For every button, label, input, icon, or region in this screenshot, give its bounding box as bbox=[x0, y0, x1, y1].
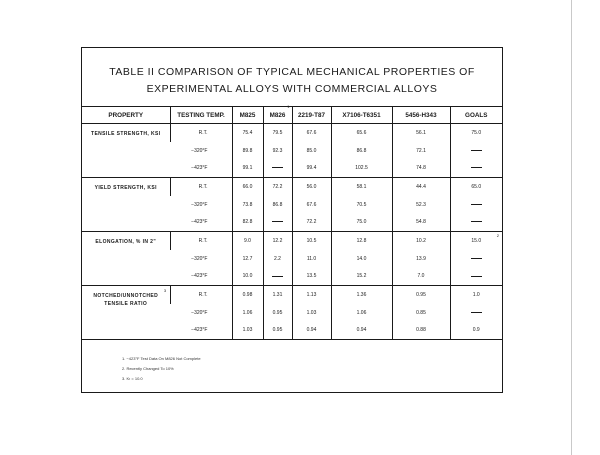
value-cell: 12.2 bbox=[263, 232, 292, 250]
property-line-2: TENSILE RATIO bbox=[104, 301, 148, 308]
dash-cell bbox=[450, 268, 502, 286]
value-cell: 12.8 bbox=[331, 232, 392, 250]
value-cell: 75.4 bbox=[232, 124, 263, 142]
dash-mark bbox=[272, 167, 283, 168]
value-cell: 0.95 bbox=[263, 322, 292, 340]
property-notched-ratio bbox=[82, 286, 170, 340]
temp-cell: −320°F bbox=[191, 201, 208, 208]
value-cell: 75.0 bbox=[450, 124, 502, 142]
dash-mark bbox=[471, 276, 482, 277]
value-cell: 66.0 bbox=[232, 178, 263, 196]
dash-mark bbox=[272, 221, 283, 222]
value-cell: 72.2 bbox=[263, 178, 292, 196]
title-line-2: EXPERIMENTAL ALLOYS WITH COMMERCIAL ALLOYS bbox=[146, 83, 438, 95]
header-m825: M825 bbox=[232, 107, 263, 124]
value-cell: 70.5 bbox=[331, 196, 392, 214]
value-cell: 14.0 bbox=[331, 250, 392, 268]
value-cell: 102.5 bbox=[331, 159, 392, 177]
temp-cell: R.T. bbox=[170, 286, 232, 304]
temp-cell: R.T. bbox=[170, 178, 232, 196]
value-cell: 10.2 bbox=[392, 232, 450, 250]
dash-mark bbox=[471, 221, 482, 222]
value-cell: 0.9 bbox=[450, 322, 502, 340]
property-line-1: NOTCHED/UNNOTCHED bbox=[93, 293, 159, 300]
dash-cell bbox=[263, 268, 292, 286]
footnote-marker: 1 bbox=[287, 104, 290, 109]
footnote-marker: 2 bbox=[496, 233, 499, 239]
header-2219-t87: 2219-T87 bbox=[292, 107, 331, 124]
value-cell: 1.06 bbox=[331, 304, 392, 322]
value-cell: 92.3 bbox=[263, 142, 292, 160]
dash-cell bbox=[450, 196, 502, 214]
value-cell: 9.0 bbox=[232, 232, 263, 250]
temp-cell: −320°F bbox=[191, 309, 208, 316]
dash-mark bbox=[471, 258, 482, 259]
table-row bbox=[82, 232, 502, 250]
value-cell: 72.2 bbox=[292, 213, 331, 231]
value-cell: 85.0 bbox=[292, 142, 331, 160]
value-cell: 1.31 bbox=[263, 286, 292, 304]
value-cell: 79.5 bbox=[263, 124, 292, 142]
value-cell: 67.6 bbox=[292, 196, 331, 214]
value-cell: 1.06 bbox=[232, 304, 263, 322]
goals-cell bbox=[450, 232, 502, 250]
value-cell: 2.2 bbox=[263, 250, 292, 268]
value-cell: 0.94 bbox=[331, 322, 392, 340]
dash-cell bbox=[263, 213, 292, 231]
header-m826: M826 bbox=[269, 111, 286, 119]
dash-mark bbox=[272, 276, 283, 277]
value-cell: 44.4 bbox=[392, 178, 450, 196]
value-cell: 11.0 bbox=[292, 250, 331, 268]
dash-mark bbox=[471, 204, 482, 205]
title-line-1: TABLE II COMPARISON OF TYPICAL MECHANICAL PROPERTIES OF bbox=[109, 66, 475, 78]
value-cell: 15.2 bbox=[331, 268, 392, 286]
header-x7106-t6351: X7106-T6351 bbox=[331, 107, 392, 124]
table-row bbox=[82, 124, 502, 142]
value-cell: 86.8 bbox=[331, 142, 392, 160]
value-cell: 65.6 bbox=[331, 124, 392, 142]
value-cell: 99.1 bbox=[232, 159, 263, 177]
header-goals: GOALS bbox=[450, 107, 502, 124]
property-elongation: ELONGATION, % IN 2" bbox=[82, 232, 170, 286]
header-property: PROPERTY bbox=[82, 107, 170, 124]
dash-cell bbox=[450, 304, 502, 322]
value-cell: 0.95 bbox=[392, 286, 450, 304]
value-cell: 0.85 bbox=[392, 304, 450, 322]
property-tensile: TENSILE STRENGTH, KSI bbox=[82, 124, 170, 178]
temp-cell: −320°F bbox=[191, 147, 208, 154]
header-row bbox=[82, 107, 502, 124]
property-yield: YIELD STRENGTH, KSI bbox=[82, 178, 170, 232]
value-cell: 13.5 bbox=[292, 268, 331, 286]
table-row bbox=[82, 178, 502, 196]
footnote-1: 1. −423°F Test Data On M826 Not Complete bbox=[122, 356, 201, 361]
value-cell: 13.9 bbox=[392, 250, 450, 268]
value-cell: 82.8 bbox=[232, 213, 263, 231]
value-cell: 1.0 bbox=[450, 286, 502, 304]
dash-mark bbox=[471, 150, 482, 151]
value-cell: 0.94 bbox=[292, 322, 331, 340]
value-cell: 56.1 bbox=[392, 124, 450, 142]
goals-value: 15.0 bbox=[471, 237, 482, 244]
dash-cell bbox=[450, 142, 502, 160]
temp-cell: −423°F bbox=[170, 322, 232, 340]
dash-cell bbox=[450, 250, 502, 268]
value-cell: 1.13 bbox=[292, 286, 331, 304]
value-cell: 10.5 bbox=[292, 232, 331, 250]
temp-cell: −423°F bbox=[170, 159, 232, 177]
temp-cell: −320°F bbox=[191, 255, 208, 262]
value-cell: 67.6 bbox=[292, 124, 331, 142]
value-cell: 75.0 bbox=[331, 213, 392, 231]
dash-mark bbox=[471, 167, 482, 168]
footnote-3: 3. Kₜ = 10.0 bbox=[122, 376, 143, 381]
value-cell: 72.1 bbox=[392, 142, 450, 160]
value-cell: 73.8 bbox=[232, 196, 263, 214]
temp-cell: −423°F bbox=[170, 268, 232, 286]
properties-table bbox=[82, 106, 502, 340]
value-cell: 0.98 bbox=[232, 286, 263, 304]
value-cell: 86.8 bbox=[263, 196, 292, 214]
value-cell: 58.1 bbox=[331, 178, 392, 196]
value-cell: 12.7 bbox=[232, 250, 263, 268]
dash-mark bbox=[471, 312, 482, 313]
footnotes bbox=[122, 354, 201, 384]
value-cell: 1.03 bbox=[232, 322, 263, 340]
table-row bbox=[82, 286, 502, 304]
value-cell: 1.03 bbox=[292, 304, 331, 322]
dash-cell bbox=[263, 159, 292, 177]
temp-cell: −423°F bbox=[170, 213, 232, 231]
dash-cell bbox=[450, 159, 502, 177]
value-cell: 99.4 bbox=[292, 159, 331, 177]
dash-cell bbox=[450, 213, 502, 231]
value-cell: 56.0 bbox=[292, 178, 331, 196]
temp-cell: R.T. bbox=[170, 124, 232, 142]
value-cell: 65.0 bbox=[450, 178, 502, 196]
header-m826-cell bbox=[263, 104, 292, 124]
header-testing-temp: TESTING TEMP. bbox=[170, 107, 232, 124]
temp-cell: R.T. bbox=[170, 232, 232, 250]
table-title bbox=[82, 64, 502, 98]
value-cell: 54.8 bbox=[392, 213, 450, 231]
value-cell: 1.36 bbox=[331, 286, 392, 304]
document-sheet bbox=[81, 47, 503, 393]
value-cell: 7.0 bbox=[392, 268, 450, 286]
value-cell: 52.3 bbox=[392, 196, 450, 214]
page-edge bbox=[571, 0, 572, 455]
value-cell: 0.88 bbox=[392, 322, 450, 340]
value-cell: 74.8 bbox=[392, 159, 450, 177]
value-cell: 0.95 bbox=[263, 304, 292, 322]
footnote-2: 2. Recently Changed To 10% bbox=[122, 366, 174, 371]
value-cell: 10.0 bbox=[232, 268, 263, 286]
value-cell: 89.8 bbox=[232, 142, 263, 160]
footnote-marker: 3 bbox=[163, 288, 167, 294]
header-5456-h343: 5456-H343 bbox=[392, 107, 450, 124]
